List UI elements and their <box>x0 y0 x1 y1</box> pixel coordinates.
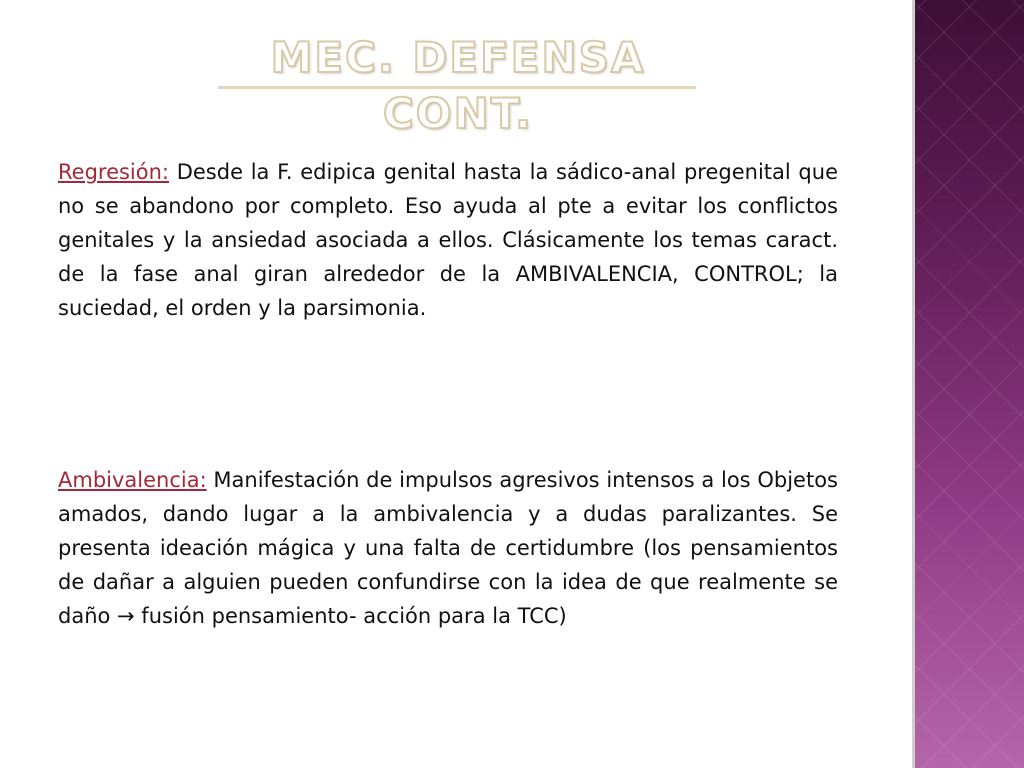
title-underline <box>218 86 696 89</box>
slide-title: MEC. DEFENSA CONT. <box>270 33 646 138</box>
paragraph-ambivalencia-text: Manifestación de impulsos agresivos intensos a los Objetos amados, dando lugar a la ambivalencia y a dudas paralizantes. Se presenta ideación mágica y una falta de certidumbre (los pensamientos de dañar a alguien pueden confundirse con la idea de que realmente se daño → fusión pensamiento- acción para la TCC) <box>58 468 838 628</box>
term-regresion: Regresión: <box>58 160 169 184</box>
decorative-side-panel <box>912 0 1024 768</box>
term-ambivalencia: Ambivalencia: <box>58 468 207 492</box>
paragraph-regresion-text: Desde la F. edipica genital hasta la sádico-anal pregenital que no se abandono por completo. Eso ayuda al pte a evitar los conflictos genitales y la ansiedad asociada a ellos. Clásicamente los temas caract. de la fase anal giran alrededor de la AMBIVALENCIA, CONTROL; la suciedad, el orden y la parsimonia. <box>58 160 838 320</box>
paragraph-ambivalencia <box>58 463 838 633</box>
paragraph-regresion <box>58 155 838 325</box>
